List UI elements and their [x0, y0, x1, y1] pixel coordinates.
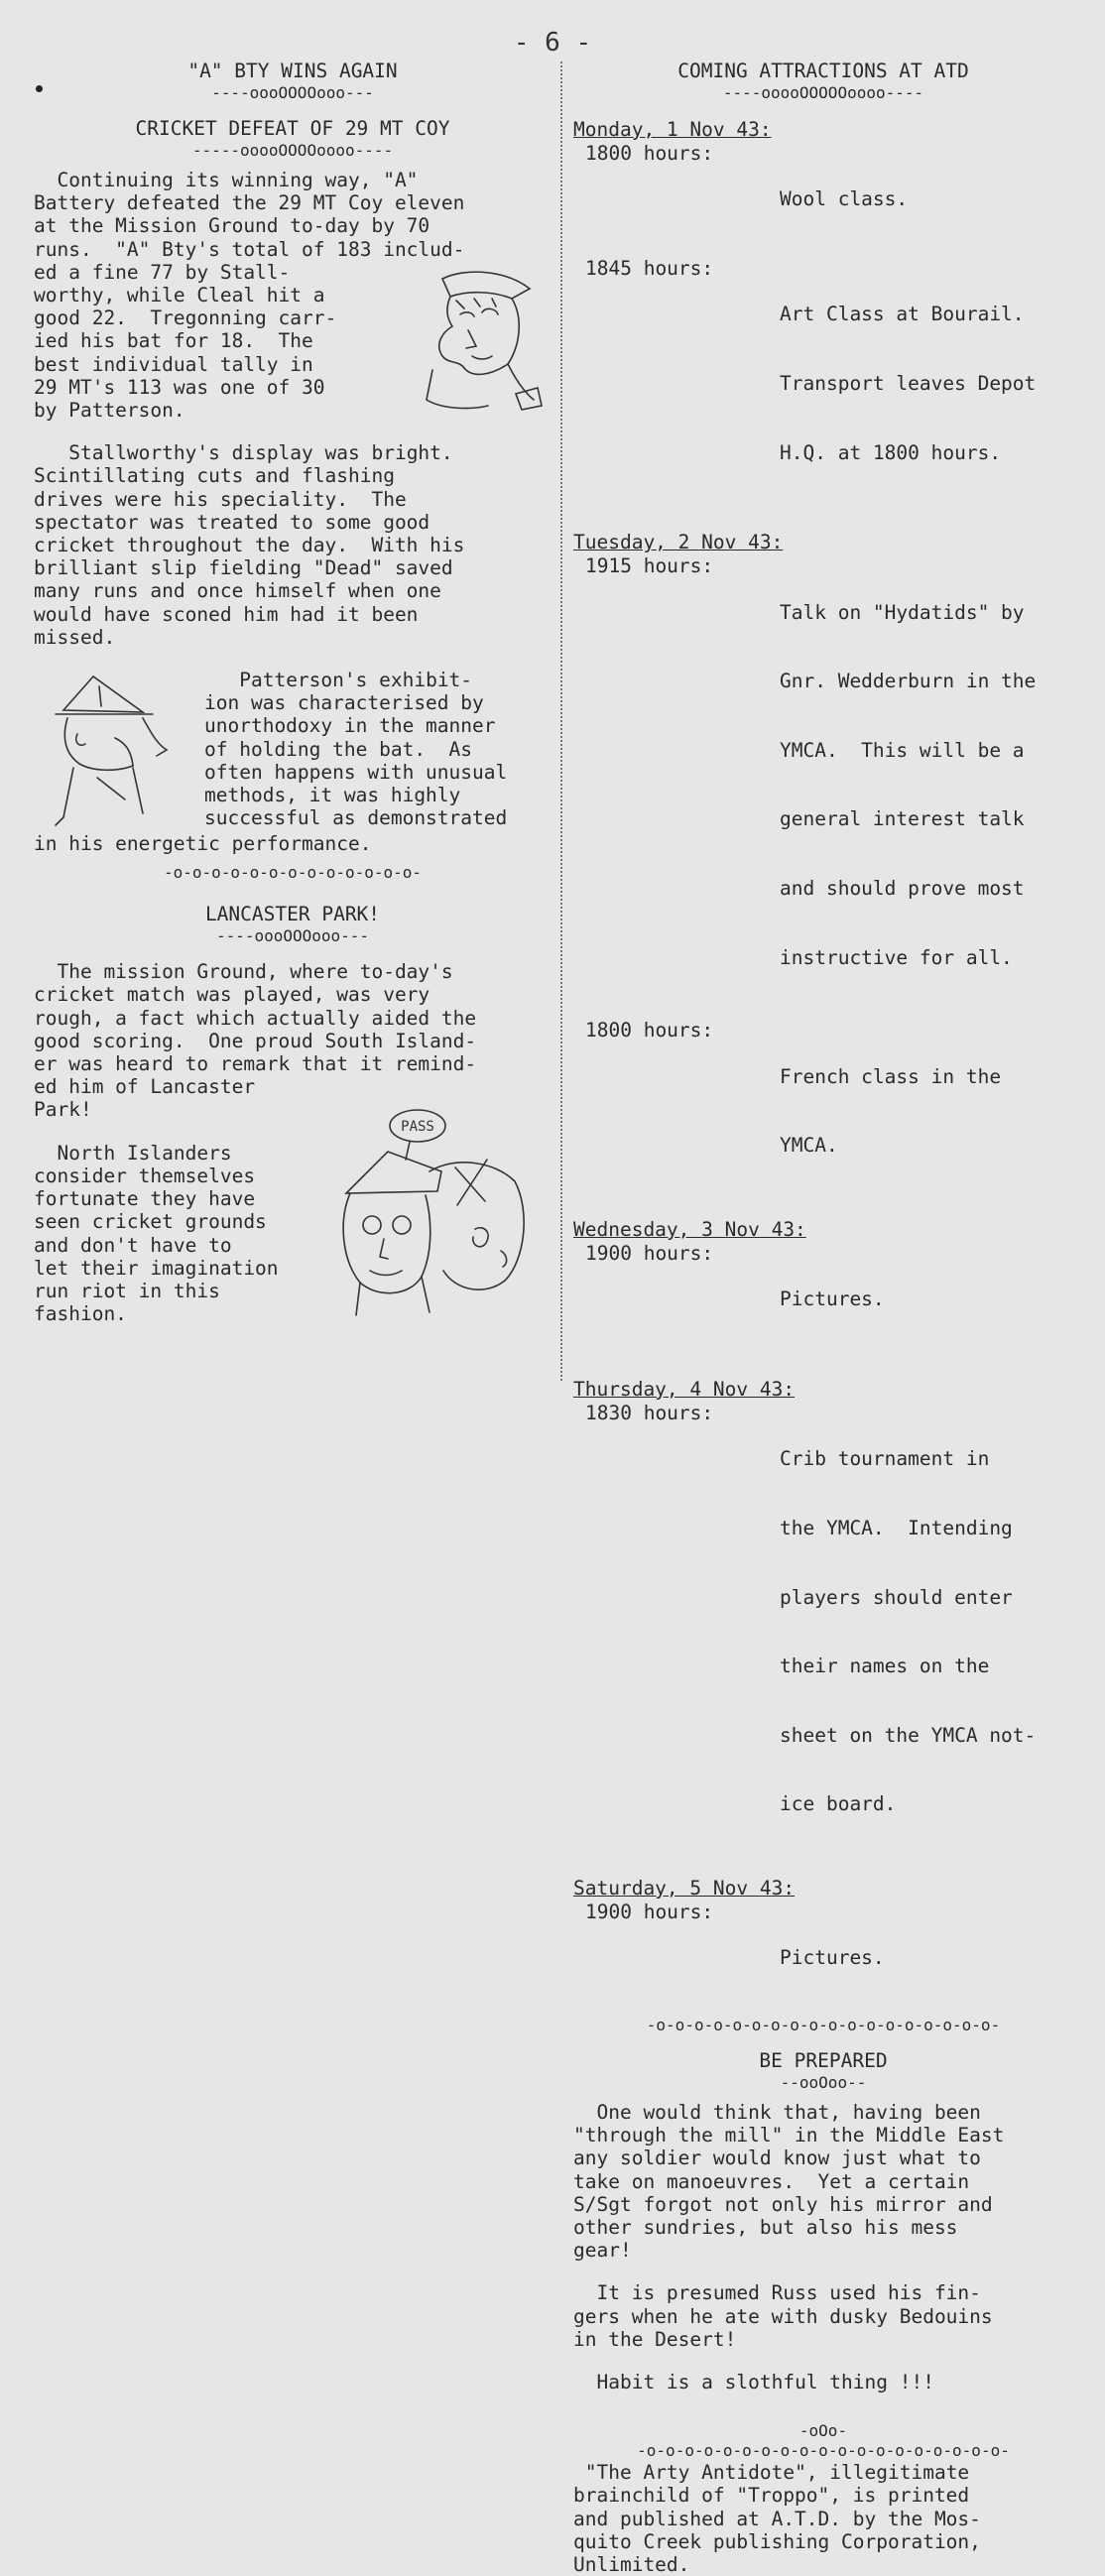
text-line: would have sconed him had it been	[34, 602, 419, 626]
schedule-entry	[573, 142, 1073, 257]
entry-desc	[780, 1019, 1073, 1203]
right-column	[573, 60, 1073, 2576]
text-line: best individual tally in	[34, 352, 313, 376]
day-heading: Monday, 1 Nov 43:	[573, 118, 772, 141]
text-line: ed him of Lancaster	[34, 1075, 256, 1099]
text-line: quito Creek publishing Corporation,	[573, 2529, 981, 2553]
text-line: cricket match was played, was very	[34, 983, 430, 1007]
text-line: often happens with unusual	[204, 760, 508, 784]
text-line: let their imagination	[34, 1256, 279, 1280]
text-line: at the Mission Ground to-day by 70	[34, 214, 430, 238]
entry-time: 1830 hours:	[585, 1401, 714, 1424]
schedule-entry	[573, 1901, 1073, 2016]
text-line: 29 MT's 113 was one of 30	[34, 375, 325, 399]
text-line: Pictures.	[780, 1946, 885, 1970]
paragraph-stallworthy	[34, 441, 552, 649]
text-line: Scintillating cuts and flashing	[34, 464, 395, 488]
left-column	[34, 60, 552, 1330]
text-line: French class in the	[780, 1064, 1002, 1088]
text-line: seen cricket grounds	[34, 1210, 267, 1234]
text-line: YMCA. This will be a	[780, 738, 1025, 762]
text-line: er was heard to remark that it remind-	[34, 1052, 477, 1076]
entry-desc	[780, 142, 1073, 257]
text-line: Battery defeated the 29 MT Coy eleven	[34, 191, 465, 215]
entry-desc	[780, 1402, 1073, 1862]
text-line: cricket throughout the day. With his	[34, 534, 465, 557]
text-line: many runs and once himself when one	[34, 579, 441, 603]
text-line: North Islanders	[34, 1141, 232, 1165]
text-line: Park!	[34, 1098, 92, 1122]
text-line: Pictures.	[780, 1288, 885, 1311]
ornament: ----oooOOOOooo---	[211, 83, 374, 102]
page-number: - 6 -	[513, 28, 592, 58]
text-line: rough, a fact which actually aided the	[34, 1006, 477, 1030]
schedule-entry	[573, 1019, 1073, 1203]
paragraph-russ	[573, 2281, 1073, 2351]
text-line: of holding the bat. As	[204, 737, 473, 761]
ornament: -o-o-o-o-o-o-o-o-o-o-o-o-o-	[163, 863, 423, 883]
text-line: by Patterson.	[34, 399, 185, 423]
text-line: spectator was treated to some good	[34, 510, 430, 534]
paragraph-mission-ground	[34, 960, 552, 1121]
text-line: Transport leaves Depot	[780, 372, 1037, 396]
text-line: Continuing its winning way, "A"	[34, 169, 419, 191]
entry-time: 1800 hours:	[585, 1019, 714, 1043]
paragraph-intro	[34, 169, 552, 261]
text-line: fashion.	[34, 1302, 127, 1326]
text-line: runs. "A" Bty's total of 183 includ-	[34, 237, 465, 261]
text-line: Gnr. Wedderburn in the	[780, 670, 1037, 693]
text-line: unorthodoxy in the manner	[204, 714, 496, 738]
paragraph-be-prepared	[573, 2101, 1073, 2262]
article-subtitle: CRICKET DEFEAT OF 29 MT COY	[135, 117, 450, 140]
ornament: -o-o-o-o-o-o-o-o-o-o-o-o-o-o-o-o-o-o-o-	[637, 2441, 1010, 2461]
schedule-day-monday	[573, 117, 1073, 510]
entry-time: 1845 hours:	[585, 257, 714, 281]
entry-desc	[780, 1901, 1073, 2016]
text-line: brainchild of "Troppo", is printed	[573, 2484, 970, 2508]
text-line: ice board.	[780, 1792, 897, 1816]
speech-balloon-text: PASS	[401, 1118, 434, 1135]
paragraph-habit: Habit is a slothful thing !!!	[573, 2371, 934, 2394]
section-title-lancaster: LANCASTER PARK!	[204, 903, 381, 926]
text-line: "The Arty Antidote", illegitimate	[573, 2461, 970, 2485]
text-line: gear!	[573, 2239, 632, 2263]
text-line: methods, it was highly	[204, 784, 461, 807]
text-line: missed.	[34, 625, 116, 649]
schedule-entry	[573, 1402, 1073, 1862]
text-line: Patterson's exhibit-	[204, 669, 473, 692]
day-heading: Tuesday, 2 Nov 43:	[573, 531, 784, 554]
schedule-entry	[573, 257, 1073, 510]
schedule-day-wednesday	[573, 1217, 1073, 1357]
entry-desc	[780, 554, 1073, 1015]
text-line: drives were his speciality. The	[34, 487, 407, 511]
text-line: ied his bat for 18. The	[34, 329, 313, 353]
text-line: Art Class at Bourail.	[780, 303, 1025, 326]
text-line: successful as demonstrated	[204, 806, 508, 830]
paragraph-wrap-1	[34, 261, 552, 422]
text-line: fortunate they have	[34, 1187, 256, 1211]
text-line: their names on the	[780, 1655, 990, 1678]
text-line: in the Desert!	[573, 2327, 737, 2351]
text-line: worthy, while Cleal hit a	[34, 284, 325, 307]
schedule-day-saturday	[573, 1876, 1073, 2016]
entry-time: 1800 hours:	[585, 142, 714, 165]
text-line: sheet on the YMCA not-	[780, 1723, 1037, 1747]
text-line: YMCA.	[780, 1134, 838, 1158]
text-line: H.Q. at 1800 hours.	[780, 440, 1002, 464]
cartoon-officer-head	[413, 261, 552, 420]
ornament: -o-o-o-o-o-o-o-o-o-o-o-o-o-o-o-o-o-o-	[646, 2016, 1001, 2035]
schedule-entry	[573, 554, 1073, 1015]
ornament: -oOo-	[798, 2421, 848, 2441]
text-line: gers when he ate with dusky Bedouins	[573, 2304, 993, 2328]
text-line: the YMCA. Intending	[780, 1516, 1013, 1539]
text-line: brilliant slip fielding "Dead" saved	[34, 556, 453, 580]
schedule-entry	[573, 1242, 1073, 1357]
text-line: S/Sgt forgot not only his mirror and	[573, 2192, 993, 2216]
entry-time: 1915 hours:	[585, 554, 714, 578]
text-line: general interest talk	[780, 807, 1025, 831]
schedule-day-tuesday	[573, 530, 1073, 1203]
text-line: Unlimited.	[573, 2553, 690, 2576]
entry-desc	[780, 257, 1073, 510]
text-line: ion was characterised by	[204, 691, 484, 715]
text-line: "through the mill" in the Middle East	[573, 2124, 1005, 2147]
ornament: -----ooooOOOOoooo----	[191, 141, 394, 160]
text-line: The mission Ground, where to-day's	[34, 960, 453, 984]
ornament: --ooOoo--	[780, 2073, 867, 2093]
text-line: One would think that, having been	[573, 2101, 981, 2125]
text-line: other sundries, but also his mess	[573, 2216, 958, 2240]
column-divider	[560, 61, 562, 1381]
ornament: ----ooooOOOOOoooo----	[722, 83, 924, 102]
entry-desc	[780, 1242, 1073, 1357]
text-line: Talk on "Hydatids" by	[780, 600, 1025, 624]
text-line: consider themselves	[34, 1164, 256, 1187]
text-line: players should enter	[780, 1585, 1013, 1609]
cartoon-batsman-sketch	[34, 669, 204, 832]
day-heading: Saturday, 5 Nov 43:	[573, 1877, 796, 1901]
text-line: instructive for all.	[780, 945, 1013, 969]
article-title: "A" BTY WINS AGAIN	[187, 60, 398, 82]
text-line: and don't have to	[34, 1233, 232, 1257]
paragraph-north-islanders	[34, 1118, 552, 1330]
entry-time: 1900 hours:	[585, 1241, 714, 1265]
day-heading: Thursday, 4 Nov 43:	[573, 1377, 796, 1401]
section-title-attractions: COMING ATTRACTIONS AT ATD	[677, 60, 969, 82]
text-line: Crib tournament in	[780, 1447, 990, 1471]
text-line: ed a fine 77 by Stall-	[34, 260, 291, 284]
text-line: any soldier would know just what to	[573, 2147, 981, 2170]
day-heading: Wednesday, 3 Nov 43:	[573, 1217, 806, 1241]
paragraph-patterson	[34, 669, 552, 832]
text-line: and published at A.T.D. by the Mos-	[573, 2507, 981, 2530]
text-line: in his energetic performance.	[34, 832, 372, 856]
text-line: take on manoeuvres. Yet a certain	[573, 2169, 970, 2193]
section-title-be-prepared: BE PREPARED	[759, 2049, 888, 2073]
text-line: and should prove most	[780, 877, 1025, 901]
ornament: ----oooOOOooo---	[215, 926, 370, 946]
text-line: Wool class.	[780, 187, 909, 211]
colophon	[573, 2461, 1073, 2576]
text-line: run riot in this	[34, 1279, 220, 1302]
text-line: good 22. Tregonning carr-	[34, 307, 337, 330]
cartoon-two-faces	[326, 1102, 545, 1330]
text-line: It is presumed Russ used his fin-	[573, 2281, 981, 2305]
entry-time: 1900 hours:	[585, 1901, 714, 1924]
text-line: good scoring. One proud South Island-	[34, 1029, 477, 1052]
text-line: Stallworthy's display was bright.	[34, 441, 453, 465]
schedule-day-thursday	[573, 1377, 1073, 1862]
